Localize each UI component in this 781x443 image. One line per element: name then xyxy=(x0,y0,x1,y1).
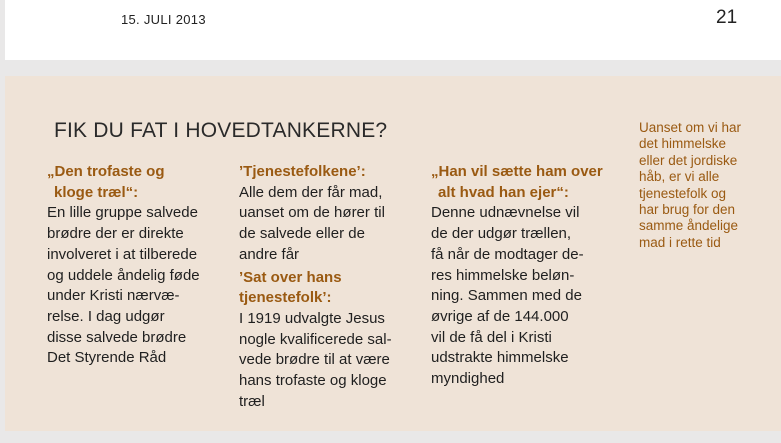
term-appointed-over-domestics: ’Sat over hans tjenestefolk’: xyxy=(239,268,342,307)
review-column-3 xyxy=(431,162,621,390)
review-column-2 xyxy=(239,162,424,412)
definition-appointed-over-domestics: I 1919 udvalgte Jesus nogle kvalificerede sal- vede brødre til at være hans trofaste og kloge træl xyxy=(239,309,392,410)
definition-appointed-over-belongings: Denne udnævnelse vil de der udgør trællen, få når de modtager de- res himmelske beløn- ning. Sammen med de øvrige af de 144.000 vil de få del i Kristi udstrakte himmelske myndighed xyxy=(431,204,584,388)
term-faithful-slave: „Den trofaste og kloge træl“: xyxy=(47,163,165,201)
side-note: Uanset om vi har det himmelske eller det jordiske håb, er vi alle tjenestefolk og har brug for den samme åndelige mad i rette tid xyxy=(639,120,742,250)
definition-domestics: Alle dem der får mad, uanset om de hører til de salvede eller de andre får xyxy=(239,183,385,263)
review-column-1 xyxy=(47,162,232,369)
issue-date: 15. JULI 2013 xyxy=(121,12,206,27)
definition-faithful-slave: En lille gruppe salvede brødre der er direkte involveret i at tilberede og uddele åndelig føde under Kristi nærvæ- relse. I dag udgør disse salvede brødre Det Styrende Råd xyxy=(47,204,200,367)
term-domestics: ’Tjenestefolkene’: xyxy=(239,163,366,180)
term-appointed-over-belongings: „Han vil sætte ham over alt hvad han ejer“: xyxy=(431,163,603,201)
review-box xyxy=(5,76,781,431)
review-box-title: FIK DU FAT I HOVEDTANKERNE? xyxy=(54,119,388,142)
page-header xyxy=(5,0,781,60)
page-number: 21 xyxy=(716,7,738,28)
